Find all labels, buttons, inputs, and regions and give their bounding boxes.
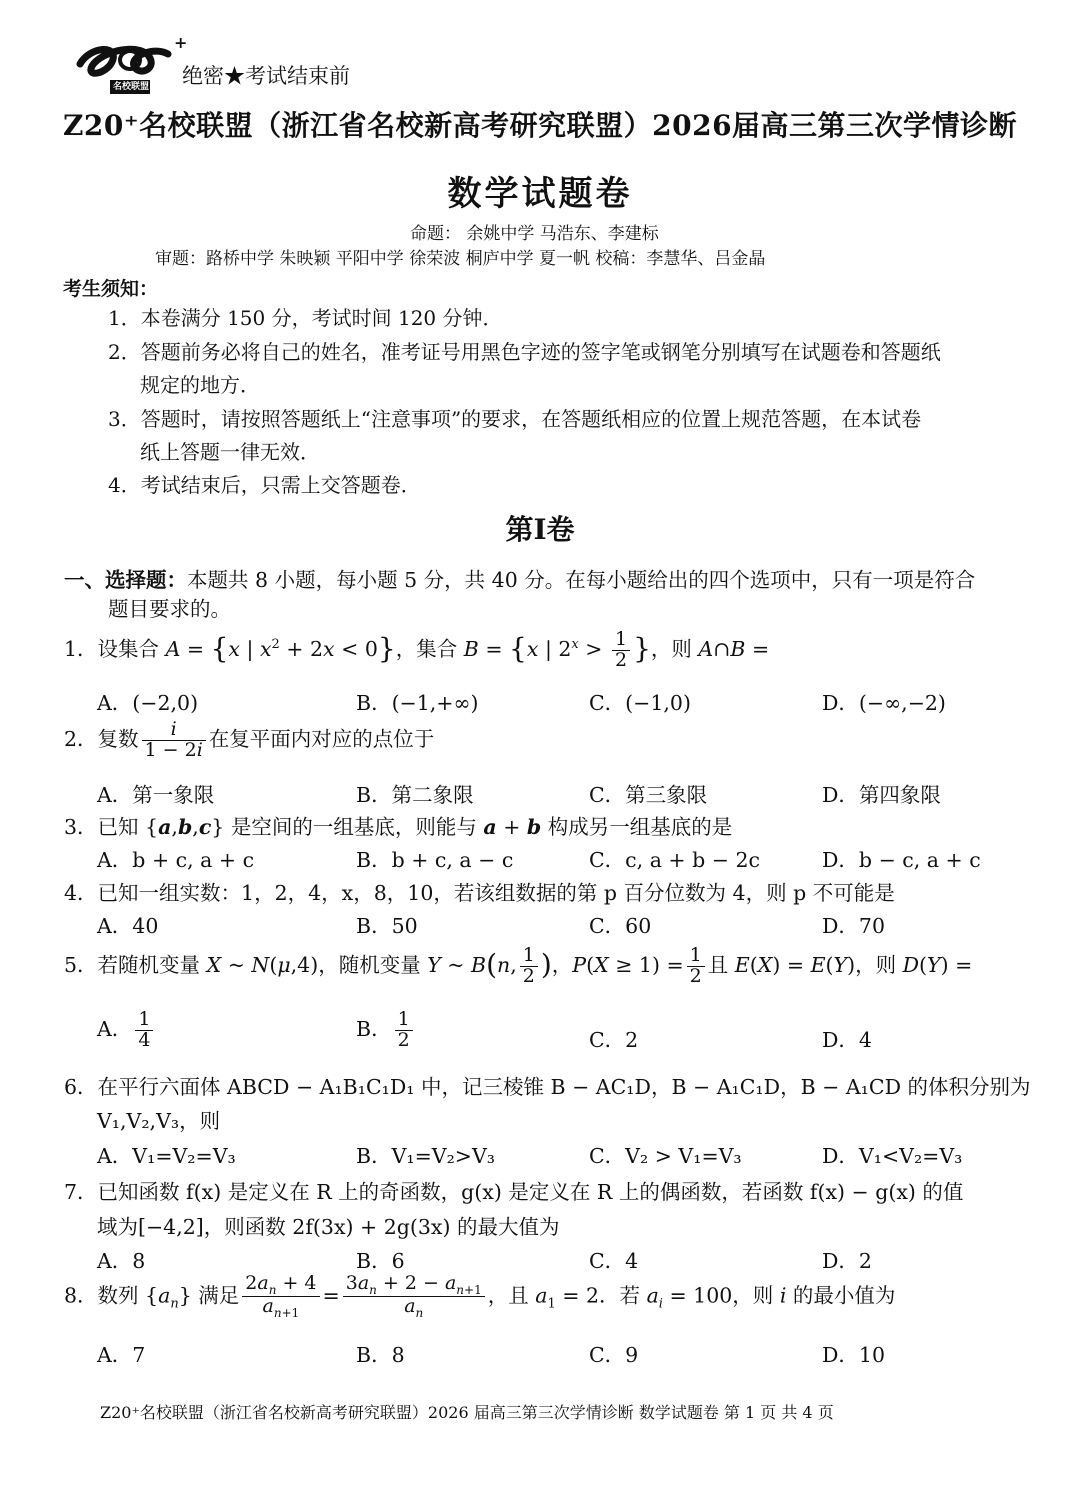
q1-option-b: B．(−1,+∞)	[356, 691, 479, 715]
q1-option-c: C．(−1,0)	[589, 691, 691, 715]
q8-option-b: B．8	[356, 1343, 405, 1367]
svg-text:+: +	[174, 36, 188, 52]
question-6-line-2: V₁,V₂,V₃，则	[97, 1109, 221, 1133]
question-7-line-2: 域为[−4,2]，则函数 2f(3x) + 2g(3x) 的最大值为	[97, 1215, 560, 1239]
exam-title: Z20⁺名校联盟（浙江省名校新高考研究联盟）2026届高三第三次学情诊断	[62, 109, 1018, 142]
notice-heading: 考生须知：	[63, 278, 159, 300]
q4-option-d: D．70	[822, 914, 886, 938]
q2-option-b: B．第二象限	[356, 783, 474, 807]
q1-option-d: D．(−∞,−2)	[822, 691, 946, 715]
notice-line: 规定的地方．	[140, 373, 260, 397]
part-description-cont: 题目要求的。	[108, 597, 231, 621]
part-label: 一、选择题：	[64, 568, 187, 592]
question-1: 1．设集合 A = {x | $x^2 + 2x < 0$}，集合 B = {x | $2^x$ > $\frac{1}{2}$ }，则 A∩B =	[64, 628, 770, 671]
q4-option-a: A．40	[97, 914, 159, 938]
question-3: 3．已知 {a,b,c} 是空间的一组基底，则能与 a + b 构成另一组基底的是	[64, 815, 733, 839]
q7-option-b: B．6	[356, 1249, 405, 1273]
notice-line: 2．答题前务必将自己的姓名，准考证号用黑色字迹的签字笔或钢笔分别填写在试题卷和答题纸	[108, 340, 941, 364]
authors-line-2: 审题：路桥中学 朱映颖 平阳中学 徐荣波 桐庐中学 夏一帆 校稿：李慧华、吕金晶	[155, 249, 766, 269]
q3-option-a: A．b + c, a + c	[97, 848, 255, 872]
q6-option-d: D．V₁<V₂=V₃	[822, 1144, 963, 1168]
page-footer: Z20⁺名校联盟（浙江省名校新高考研究联盟）2026 届高三第三次学情诊断 数学试题卷 第 1 页 共 4 页	[100, 1403, 834, 1422]
q5-option-a: A． $\frac{1}{4}$	[97, 1010, 156, 1051]
q6-option-a: A．V₁=V₂=V₃	[97, 1144, 236, 1168]
q7-option-a: A．8	[97, 1249, 146, 1273]
q6-option-b: B．V₁=V₂>V₃	[356, 1144, 495, 1168]
q6-option-c: C．V₂ > V₁=V₃	[589, 1144, 742, 1168]
authors-line-1: 命题： 余姚中学 马浩东、李建标	[410, 224, 659, 244]
question-2: 2．复数 $\frac{i}{1 - 2i}$ 在复平面内对应的点位于	[64, 718, 435, 761]
part-description: 本题共 8 小题，每小题 5 分，共 40 分。在每小题给出的四个选项中，只有一项是符合	[187, 568, 976, 592]
q7-option-d: D．2	[822, 1249, 872, 1273]
q5-option-d: D．4	[822, 1028, 872, 1052]
logo-caption: 名校联盟	[112, 82, 149, 92]
subject-title: 数学试题卷	[447, 174, 633, 214]
q4-option-b: B．50	[356, 914, 418, 938]
q8-option-c: C．9	[589, 1343, 639, 1367]
part-header	[64, 563, 975, 593]
q1-option-a: A．(−2,0)	[97, 691, 199, 715]
q2-option-c: C．第三象限	[589, 783, 708, 807]
logo	[72, 36, 192, 98]
question-4: 4．已知一组实数：1，2，4，x，8，10，若该组数据的第 p 百分位数为 4，则 p 不可能是	[64, 881, 895, 905]
question-8: 8．数列 $\{a_n\}$ 满足 $\frac{2a_n + 4}{a_{n+1}}$ = $\frac{3a_n + 2 - a_{n+1}}{a_n}$ ，且 $a_1 = 2$．若 $a_i = 100$，则 i 的最小值为	[64, 1272, 896, 1321]
notice-line: 纸上答题一律无效．	[140, 440, 320, 464]
q7-option-c: C．4	[589, 1249, 639, 1273]
q3-option-c: C．c, a + b − 2c	[589, 848, 760, 872]
q8-option-d: D．10	[822, 1343, 886, 1367]
q5-option-c: C．2	[589, 1028, 639, 1052]
q2-option-a: A．第一象限	[97, 783, 215, 807]
q5-option-b: B． $\frac{1}{2}$	[356, 1010, 416, 1051]
notice-line: 3．答题时，请按照答题纸上“注意事项”的要求，在答题纸相应的位置上规范答题，在本试卷	[108, 407, 922, 431]
question-7-line-1: 7．已知函数 f(x) 是定义在 R 上的奇函数，g(x) 是定义在 R 上的偶函数，若函数 f(x) − g(x) 的值	[64, 1180, 964, 1204]
notice-line: 1．本卷满分 150 分，考试时间 120 分钟．	[108, 306, 503, 330]
notice-line: 4．考试结束后，只需上交答题卷．	[108, 473, 421, 497]
question-6-line-1: 6．在平行六面体 ABCD − A₁B₁C₁D₁ 中，记三棱锥 B − AC₁D，B − A₁C₁D，B − A₁CD 的体积分别为	[64, 1075, 1031, 1099]
q3-option-d: D．b − c, a + c	[822, 848, 981, 872]
question-5: 5．若随机变量 X ~ N(μ,4)，随机变量 Y ~ B(n, $\frac{1}{2}$ )，P(X ≥ 1) = $\frac{1}{2}$ 且 E(X) = E(Y)，则 D(Y) =	[64, 944, 973, 987]
q2-option-d: D．第四象限	[822, 783, 941, 807]
q3-option-b: B．b + c, a − c	[356, 848, 514, 872]
section-title: 第Ⅰ卷	[505, 513, 575, 546]
q8-option-a: A．7	[97, 1343, 146, 1367]
confidential-label: 绝密★考试结束前	[182, 64, 350, 88]
q4-option-c: C．60	[589, 914, 652, 938]
